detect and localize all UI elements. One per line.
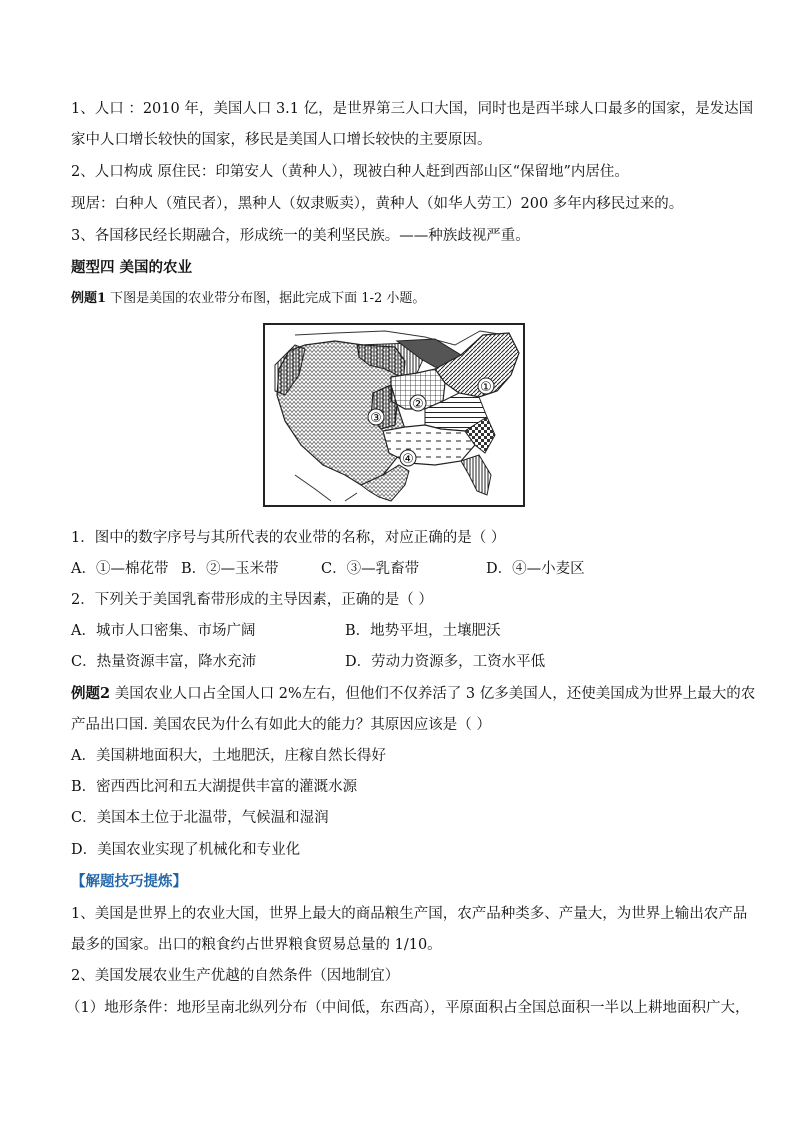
tips-title: 【解题技巧提炼】 <box>71 873 187 890</box>
q2-option-b[interactable]: B．地势平坦，土壤肥沃 <box>345 623 501 639</box>
intro-line-4: 现居：白种人（殖民者），黑种人（奴隶贩卖），黄种人（如华人劳工）200 多年内移民过来的。 <box>71 196 684 212</box>
example1-label: 例题1 <box>71 291 107 306</box>
intro-line-1: 1、人口 ：2010 年，美国人口 3.1 亿，是世界第三人口大国，同时也是西半球人口最多的国家，是发达国 <box>71 101 754 117</box>
example2-option-a[interactable]: A．美国耕地面积大，土地肥沃，庄稼自然长得好 <box>71 748 386 764</box>
intro-line-2: 家中人口增长较快的国家，移民是美国人口增长较快的主要原因。 <box>71 132 492 148</box>
example1-intro <box>71 289 731 309</box>
example2-stem-line-2: 产品出口国. 美国农民为什么有如此大的能力？其原因应该是（ ） <box>71 717 491 733</box>
mexico-border <box>295 475 357 501</box>
map-label-2 <box>410 395 426 412</box>
tips-paragraph-2: 2、美国发展农业生产优越的自然条件（因地制宜） <box>71 968 400 984</box>
map-label-4 <box>400 450 416 467</box>
tips-paragraph-1a: 1、美国是世界上的农业大国，世界上最大的商品粮生产国，农产品种类多、产量大，为世界上输出农产品 <box>71 906 748 922</box>
q2-option-a[interactable]: A．城市人口密集、市场广阔 <box>71 623 256 639</box>
tips-paragraph-1b: 最多的国家。出口的粮食约占世界粮食贸易总量的 1/10。 <box>71 937 442 953</box>
map-svg <box>265 325 523 505</box>
q2-stem: 2．下列关于美国乳畜带形成的主导因素，正确的是（ ） <box>71 592 433 608</box>
cotton-belt-region <box>383 425 475 465</box>
example2-option-d[interactable]: D．美国农业实现了机械化和专业化 <box>71 842 301 858</box>
us-agriculture-belt-map <box>263 323 525 507</box>
map-label-1 <box>478 378 494 395</box>
section-title: 题型四 美国的农业 <box>71 259 193 276</box>
q1-option-a[interactable]: A．①—棉花带 <box>71 561 169 577</box>
svg-text:③: ③ <box>370 411 382 426</box>
q2-option-c[interactable]: C．热量资源丰富，降水充沛 <box>71 654 257 670</box>
example2-stem-line-1 <box>71 684 756 704</box>
example1-text: 下图是美国的农业带分布图，据此完成下面 1-2 小题。 <box>106 291 426 306</box>
example2-stem-text: 美国农业人口占全国人口 2%左右，但他们不仅养活了 3 亿多美国人，还使美国成为世界上最大的农 <box>110 686 756 702</box>
q1-stem: 1．图中的数字序号与其所代表的农业带的名称，对应正确的是（ ） <box>71 530 506 546</box>
svg-text:④: ④ <box>402 452 414 467</box>
example2-label: 例题2 <box>71 685 111 702</box>
q1-option-c[interactable]: C．③—乳畜带 <box>321 561 420 577</box>
example2-option-c[interactable]: C．美国本土位于北温带，气候温和湿润 <box>71 810 329 826</box>
intro-line-5: 3、各国移民经长期融合，形成统一的美利坚民族。——种族歧视严重。 <box>71 228 530 244</box>
q1-option-d[interactable]: D．④—小麦区 <box>486 561 585 577</box>
q1-option-b[interactable]: B．②—玉米带 <box>181 561 279 577</box>
q2-option-d[interactable]: D．劳动力资源多，工资水平低 <box>345 654 546 670</box>
florida-region <box>461 455 491 495</box>
map-label-3 <box>368 409 384 426</box>
example2-option-b[interactable]: B．密西西比河和五大湖提供丰富的灌溉水源 <box>71 779 358 795</box>
svg-text:②: ② <box>412 397 424 412</box>
svg-text:①: ① <box>480 380 492 395</box>
intro-line-3: 2、人口构成 原住民：印第安人（黄种人），现被白种人赶到西部山区“保留地”内居住。 <box>71 164 629 180</box>
tips-paragraph-3: （1）地形条件：地形呈南北纵列分布（中间低，东西高），平原面积占全国总面积一半以上耕地面积广大， <box>66 1000 750 1016</box>
